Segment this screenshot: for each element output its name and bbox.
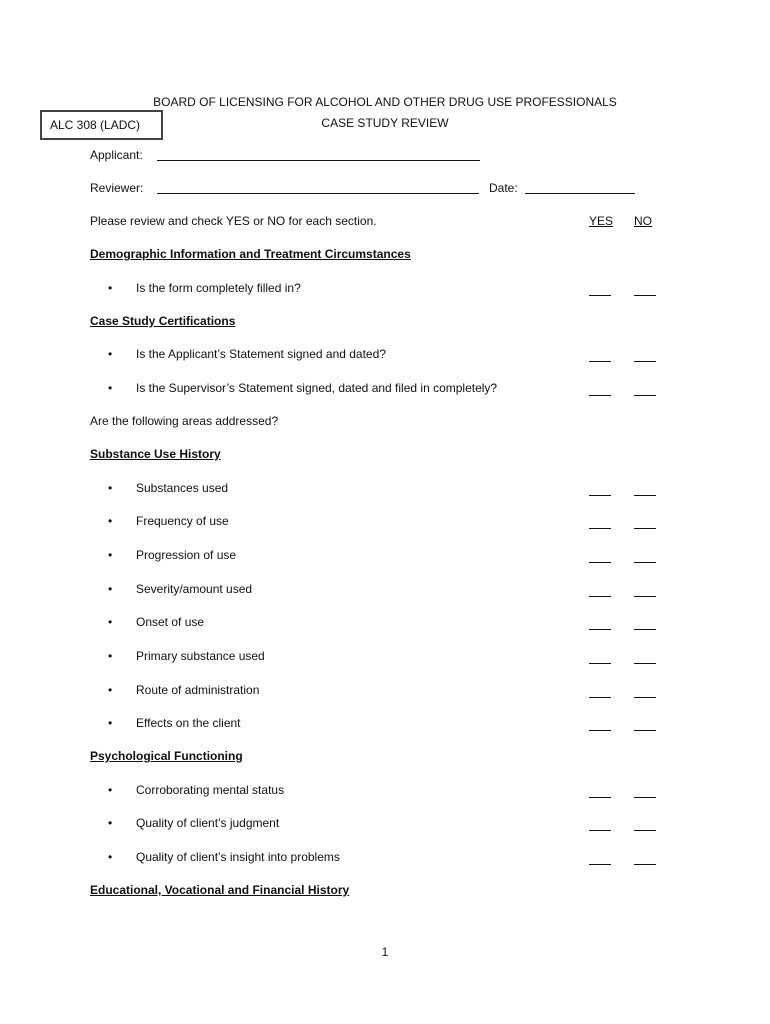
bullet: • [108, 514, 113, 528]
item-label: Primary substance used [136, 649, 265, 663]
bullet: • [108, 649, 113, 663]
no-checkbox-line[interactable] [634, 629, 656, 630]
no-checkbox-line[interactable] [634, 730, 656, 731]
reviewer-field[interactable] [157, 181, 479, 194]
yes-checkbox-line[interactable] [589, 562, 611, 563]
section-heading-educational: Educational, Vocational and Financial History [90, 883, 350, 897]
applicant-row [90, 148, 143, 162]
yes-checkbox-line[interactable] [589, 797, 611, 798]
bullet: • [108, 850, 113, 864]
bullet: • [108, 683, 113, 697]
date-label: Date: [489, 181, 518, 195]
item-label: Is the Supervisor’s Statement signed, dated and filed in completely? [136, 381, 498, 395]
no-checkbox-line[interactable] [634, 864, 656, 865]
item-label: Corroborating mental status [136, 783, 285, 797]
bullet: • [108, 548, 113, 562]
no-checkbox-line[interactable] [634, 295, 656, 296]
section-heading-psychological: Psychological Functioning [90, 749, 243, 763]
yes-checkbox-line[interactable] [589, 697, 611, 698]
no-checkbox-line[interactable] [634, 697, 656, 698]
no-checkbox-line[interactable] [634, 361, 656, 362]
no-checkbox-line[interactable] [634, 528, 656, 529]
yes-checkbox-line[interactable] [589, 864, 611, 865]
yes-checkbox-line[interactable] [589, 528, 611, 529]
no-checkbox-line[interactable] [634, 596, 656, 597]
no-checkbox-line[interactable] [634, 562, 656, 563]
form-id-label: ALC 308 (LADC) [50, 118, 141, 132]
yes-checkbox-line[interactable] [589, 596, 611, 597]
section-heading-demographic: Demographic Information and Treatment Circumstances [90, 247, 411, 261]
board-title: BOARD OF LICENSING FOR ALCOHOL AND OTHER DRUG USE PROFESSIONALS [153, 95, 617, 109]
document-title: CASE STUDY REVIEW [321, 116, 449, 130]
bullet: • [108, 281, 113, 295]
bullet: • [108, 381, 113, 395]
bullet: • [108, 615, 113, 629]
applicant-label: Applicant: [90, 148, 143, 162]
applicant-field[interactable] [157, 148, 480, 161]
yes-checkbox-line[interactable] [589, 730, 611, 731]
item-label: Frequency of use [136, 514, 229, 528]
reviewer-label: Reviewer: [90, 181, 144, 195]
no-checkbox-line[interactable] [634, 495, 656, 496]
bullet: • [108, 716, 113, 730]
yes-checkbox-line[interactable] [589, 830, 611, 831]
item-label: Is the Applicant’s Statement signed and dated? [136, 347, 386, 361]
no-checkbox-line[interactable] [634, 830, 656, 831]
no-column-header: NO [634, 214, 652, 228]
item-label: Is the form completely filled in? [136, 281, 301, 295]
item-label: Severity/amount used [136, 582, 253, 596]
yes-checkbox-line[interactable] [589, 361, 611, 362]
yes-checkbox-line[interactable] [589, 295, 611, 296]
item-label: Progression of use [136, 548, 237, 562]
section-heading-certifications: Case Study Certifications [90, 314, 236, 328]
areas-question: Are the following areas addressed? [90, 414, 279, 428]
item-label: Route of administration [136, 683, 260, 697]
date-field[interactable] [525, 181, 635, 194]
yes-checkbox-line[interactable] [589, 495, 611, 496]
yes-column-header: YES [589, 214, 614, 228]
bullet: • [108, 783, 113, 797]
yes-checkbox-line[interactable] [589, 629, 611, 630]
item-label: Quality of client’s judgment [136, 816, 280, 830]
reviewer-row [90, 181, 143, 195]
item-label: Substances used [136, 481, 229, 495]
yes-checkbox-line[interactable] [589, 395, 611, 396]
bullet: • [108, 481, 113, 495]
item-label: Onset of use [136, 615, 205, 629]
yes-checkbox-line[interactable] [589, 663, 611, 664]
item-label: Quality of client’s insight into problems [136, 850, 340, 864]
section-heading-substance: Substance Use History [90, 447, 221, 461]
bullet: • [108, 816, 113, 830]
bullet: • [108, 582, 113, 596]
page-number: 1 [381, 945, 389, 959]
instructions: Please review and check YES or NO for each section. [90, 214, 377, 228]
item-label: Effects on the client [136, 716, 241, 730]
no-checkbox-line[interactable] [634, 797, 656, 798]
no-checkbox-line[interactable] [634, 663, 656, 664]
no-checkbox-line[interactable] [634, 395, 656, 396]
bullet: • [108, 347, 113, 361]
